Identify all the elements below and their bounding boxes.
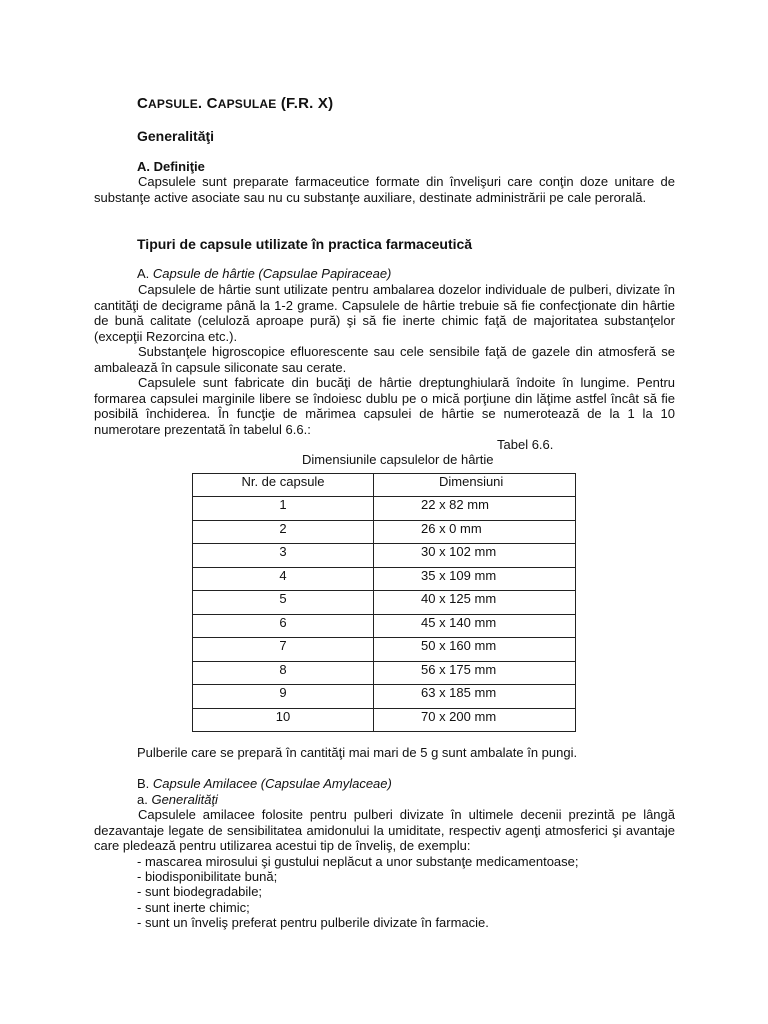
list-item: - biodisponibilitate bună; [137, 869, 278, 884]
table-cell-dim: 22 x 82 mm [374, 497, 576, 521]
table-cell-dim: 63 x 185 mm [374, 685, 576, 709]
table-row [193, 708, 576, 732]
table-row [193, 638, 576, 662]
table-cell-dim: 70 x 200 mm [374, 708, 576, 732]
page-title: CAPSULE. CAPSULAE (F.R. X) [137, 95, 334, 112]
table-cell-nr: 9 [193, 685, 374, 709]
table-row [193, 544, 576, 568]
section-a-heading: A. Capsule de hârtie (Capsulae Papiraceae) [137, 266, 392, 281]
table-cell-nr: 4 [193, 567, 374, 591]
table-header-row [193, 474, 576, 497]
section-b-heading: B. Capsule Amilacee (Capsulae Amylaceae) [137, 776, 392, 791]
table-row [193, 685, 576, 709]
table-cell-nr: 8 [193, 661, 374, 685]
list-item: - sunt biodegradabile; [137, 884, 263, 899]
table-cell-dim: 45 x 140 mm [374, 614, 576, 638]
table-cell-dim: 40 x 125 mm [374, 591, 576, 615]
table-cell-dim: 26 x 0 mm [374, 520, 576, 544]
paragraph-b-1: Capsulele amilacee folosite pentru pulberi divizate în ultimele decenii prezintă pe lângă dezavantaje legate de sensibilitatea amidonului la umiditate, respectiv agenţi atmosferici şi avantaje care pledează pentru utilizarea acestui tip de înveliş, de exemplu: [94, 807, 675, 853]
table-cell-nr: 7 [193, 638, 374, 662]
table-row [193, 567, 576, 591]
table-cell-dim: 30 x 102 mm [374, 544, 576, 568]
paragraph-a-2: Substanţele higroscopice efluorescente sau cele sensibile faţă de gazele din atmosferă se ambalează în capsule siliconate sau cerate. [94, 344, 675, 375]
table-label: Tabel 6.6. [497, 437, 554, 452]
column-header-dimensiuni: Dimensiuni [374, 474, 576, 497]
paragraph-definitie: Capsulele sunt preparate farmaceutice formate din învelişuri care conţin doze unitare de substanţe active asociate sau nu cu substanţe auxiliare, destinate administrării pe cale perorală. [94, 174, 675, 205]
capsule-dimensions-table [192, 473, 576, 732]
list-item: - sunt un înveliş preferat pentru pulberile divizate în farmacie. [137, 915, 489, 930]
table-cell-nr: 10 [193, 708, 374, 732]
table-cell-dim: 50 x 160 mm [374, 638, 576, 662]
section-b-subtitle: Generalităţi [151, 792, 218, 807]
list-item: - mascarea mirosului şi gustului neplăcut a unor substanţe medicamentoase; [137, 854, 579, 869]
table-row [193, 591, 576, 615]
paragraph-after-table: Pulberile care se prepară în cantităţi mai mari de 5 g sunt ambalate în pungi. [137, 745, 578, 760]
table-row [193, 497, 576, 521]
table-cell-nr: 5 [193, 591, 374, 615]
table-cell-nr: 1 [193, 497, 374, 521]
paragraph-a-1: Capsulele de hârtie sunt utilizate pentru ambalarea dozelor individuale de pulberi, divizate în cantităţi de decigrame până la 1-2 grame. Capsulele de hârtie trebuie să fie confecţionate din hârtie de bună calitate (celuloză aproape pură) şi să fie inerte chimic faţă de majoritatea substanţelor (excepţii Rezorcina etc.). [94, 282, 675, 344]
section-b-subheading: a. Generalităţi [137, 792, 218, 807]
table-row [193, 614, 576, 638]
table-cell-nr: 6 [193, 614, 374, 638]
table-cell-nr: 3 [193, 544, 374, 568]
section-a-title: Capsule de hârtie (Capsulae Papiraceae) [152, 266, 392, 281]
subheading-definitie: A. Definiţie [137, 159, 205, 174]
paragraph-a-3: Capsulele sunt fabricate din bucăţi de hârtie dreptunghiulară îndoite în lungime. Pentru formarea capsulei marginile libere se îndoiesc dublu pe o mică porţiune din lăţime astfel încât să fie posibilă închiderea. În funcţie de mărimea capsulei de hârtie se numerotează de la 1 la 10 numerotare prezentată în tabelul 6.6.: [94, 375, 675, 437]
table-cell-dim: 35 x 109 mm [374, 567, 576, 591]
table-caption: Dimensiunile capsulelor de hârtie [302, 452, 494, 467]
section-b-title: Capsule Amilacee (Capsulae Amylaceae) [152, 776, 392, 791]
table-row [193, 520, 576, 544]
table-row [193, 661, 576, 685]
column-header-nr: Nr. de capsule [193, 474, 374, 497]
table-cell-dim: 56 x 175 mm [374, 661, 576, 685]
section-heading-generalitati: Generalităţi [137, 128, 215, 144]
list-item: - sunt inerte chimic; [137, 900, 250, 915]
table-cell-nr: 2 [193, 520, 374, 544]
section-heading-tipuri: Tipuri de capsule utilizate în practica farmaceutică [137, 236, 473, 252]
